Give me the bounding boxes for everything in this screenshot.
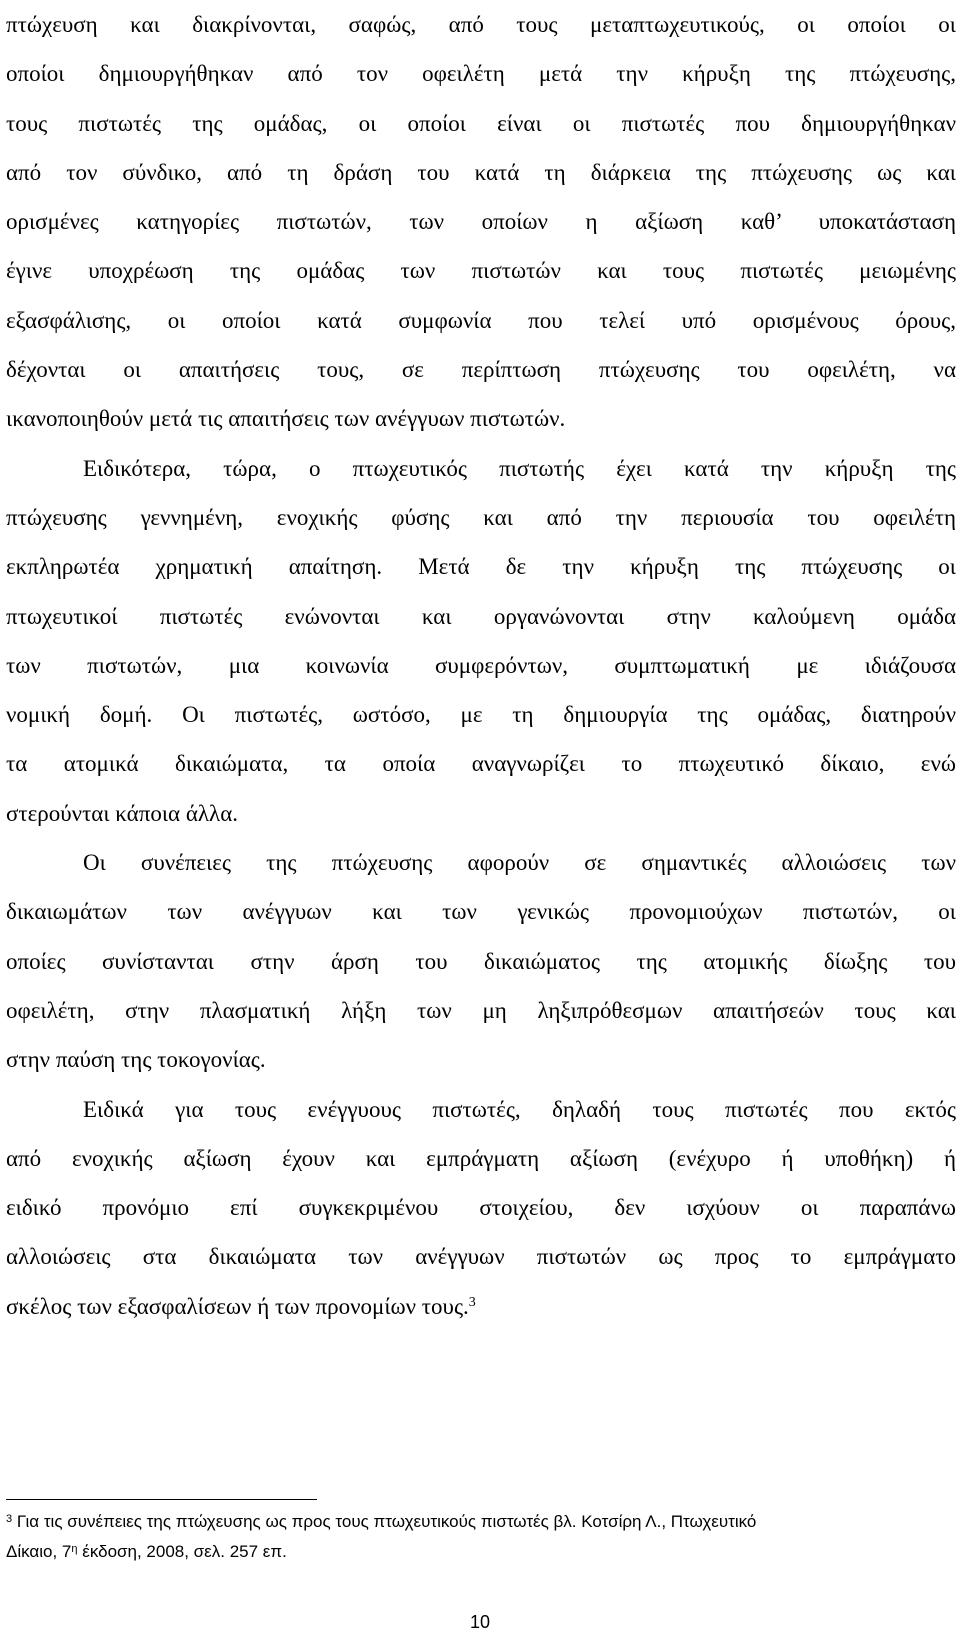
text-line: στην παύση της τοκογονίας. <box>6 1047 266 1073</box>
paragraph-1 <box>6 0 956 444</box>
footnote-line <box>6 1507 956 1537</box>
text-line: ορισμένες κατηγορίες πιστωτών, των οποίων η αξίωση καθ’ υποκατάσταση <box>6 209 956 235</box>
text-line: ειδικό προνόμιο επί συγκεκριμένου στοιχείου, δεν ισχύουν οι παραπάνω <box>6 1195 956 1221</box>
paragraph-2 <box>6 444 956 838</box>
text-line: από τον σύνδικο, από τη δράση του κατά τη διάρκεια της πτώχευσης ως και <box>6 159 956 185</box>
text-line: των πιστωτών, μια κοινωνία συμφερόντων, συμπτωματική με ιδιάζουσα <box>6 652 956 678</box>
text-line: εξασφάλισης, οι οποίοι κατά συμφωνία που τελεί υπό ορισμένους όρους, <box>6 307 956 333</box>
text-line: οποίες συνίστανται στην άρση του δικαιώματος της ατομικής δίωξης του <box>6 948 956 974</box>
footnote-separator <box>6 1499 317 1500</box>
footnote-text: Για τις συνέπειες της πτώχευσης ως προς τους πτωχευτικούς πιστωτές βλ. Κοτσίρη Λ., Πτωχευτικό <box>16 1512 757 1531</box>
paragraph-4 <box>6 1085 956 1331</box>
text-line: τους πιστωτές της ομάδας, οι οποίοι είναι οι πιστωτές που δημιουργήθηκαν <box>6 110 956 136</box>
text-line: Οι συνέπειες της πτώχευσης αφορούν σε σημαντικές αλλοιώσεις των <box>83 850 956 876</box>
text-line: πτωχευτικοί πιστωτές ενώνονται και οργανώνονται στην καλούμενη ομάδα <box>6 603 956 629</box>
paragraph-3 <box>6 838 956 1084</box>
text-line: οφειλέτη, στην πλασματική λήξη των μη ληξιπρόθεσμων απαιτήσεών τους και <box>6 997 956 1023</box>
text-line-content: σκέλος των εξασφαλίσεων ή των προνομίων τους. <box>6 1293 469 1319</box>
text-line: Ειδικότερα, τώρα, ο πτωχευτικός πιστωτής έχει κατά την κήρυξη της <box>83 455 956 481</box>
footnote-text: Δίκαιο, 7 <box>6 1542 72 1561</box>
text-line: Ειδικά για τους ενέγγυους πιστωτές, δηλαδή τους πιστωτές που εκτός <box>83 1096 956 1122</box>
text-line: από ενοχικής αξίωση έχουν και εμπράγματη αξίωση (ενέχυρο ή υποθήκη) ή <box>6 1145 956 1171</box>
body-text <box>6 0 956 1331</box>
text-line: στερούνται κάποια άλλα. <box>6 800 238 826</box>
footnote-line <box>6 1537 956 1567</box>
text-line: έγινε υποχρέωση της ομάδας των πιστωτών και τους πιστωτές μειωμένης <box>6 258 956 284</box>
footnote <box>6 1507 956 1567</box>
text-line: τα ατομικά δικαιώματα, τα οποία αναγνωρίζει το πτωχευτικό δίκαιο, ενώ <box>6 751 956 777</box>
text-line: πτώχευση και διακρίνονται, σαφώς, από τους μεταπτωχευτικούς, οι οποίοι οι <box>6 12 956 37</box>
text-line: νομική δομή. Οι πιστωτές, ωστόσο, με τη δημιουργία της ομάδας, διατηρούν <box>6 702 956 728</box>
footnote-text: έκδοση, 2008, σελ. 257 επ. <box>77 1542 287 1561</box>
text-line: δικαιωμάτων των ανέγγυων και των γενικώς προνομιούχων πιστωτών, οι <box>6 899 956 925</box>
footnote-marker: 3 <box>6 1513 13 1525</box>
text-line: ικανοποιηθούν μετά τις απαιτήσεις των ανέγγυων πιστωτών. <box>6 406 566 432</box>
text-line: εκπληρωτέα χρηματική απαίτηση. Μετά δε την κήρυξη της πτώχευσης οι <box>6 554 956 580</box>
footnote-reference[interactable]: 3 <box>468 1294 476 1310</box>
text-line: πτώχευσης γεννημένη, ενοχικής φύσης και από την περιουσία του οφειλέτη <box>6 504 956 530</box>
text-line: δέχονται οι απαιτήσεις τους, σε περίπτωση πτώχευσης του οφειλέτη, να <box>6 357 956 383</box>
text-line: οποίοι δημιουργήθηκαν από τον οφειλέτη μετά την κήρυξη της πτώχευσης, <box>6 61 956 87</box>
text-line: αλλοιώσεις στα δικαιώματα των ανέγγυων πιστωτών ως προς το εμπράγματο <box>6 1244 956 1270</box>
text-line <box>6 1282 956 1331</box>
page-number: 10 <box>469 1612 491 1632</box>
footnote-ordinal: η <box>71 1543 78 1555</box>
